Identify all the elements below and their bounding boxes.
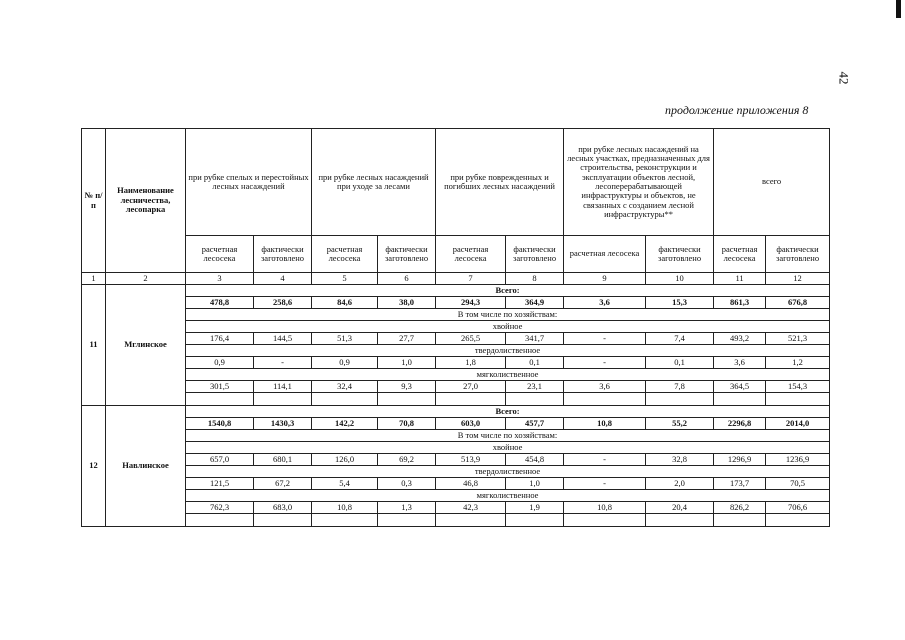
cell-value: 9,3	[378, 381, 436, 393]
column-number: 7	[436, 273, 506, 285]
cell-value: 7,4	[646, 333, 714, 345]
empty-cell	[312, 393, 378, 406]
empty-cell	[312, 514, 378, 527]
cell-value: 0,9	[312, 357, 378, 369]
cell-value: 680,1	[254, 454, 312, 466]
forestry-name: Навлинское	[106, 406, 186, 527]
cell-value: 364,9	[506, 297, 564, 309]
cell-value: 826,2	[714, 502, 766, 514]
empty-cell	[254, 514, 312, 527]
cell-value: 142,2	[312, 418, 378, 430]
header-group-thinning: при рубке лесных насаждений при уходе за лесами	[312, 129, 436, 236]
empty-cell	[646, 514, 714, 527]
cell-value: 521,3	[766, 333, 830, 345]
row-label-softwood: мягколиственное	[186, 369, 830, 381]
cell-value: 38,0	[378, 297, 436, 309]
header-row-sub	[82, 236, 830, 273]
cell-value: 27,0	[436, 381, 506, 393]
row-label-hardwood: твердолиственное	[186, 466, 830, 478]
column-number: 6	[378, 273, 436, 285]
cell-value: 32,4	[312, 381, 378, 393]
category-label-row	[82, 345, 830, 357]
cell-value: 70,8	[378, 418, 436, 430]
empty-cell	[506, 393, 564, 406]
header-group-mature: при рубке спелых и перестойных лесных насаждений	[186, 129, 312, 236]
column-number-row	[82, 273, 830, 285]
hardwood-values-row	[82, 357, 830, 369]
cell-value: 23,1	[506, 381, 564, 393]
cell-value: 294,3	[436, 297, 506, 309]
cell-value: 301,5	[186, 381, 254, 393]
cell-value: 0,9	[186, 357, 254, 369]
row-label-conifer: хвойное	[186, 321, 830, 333]
empty-cell	[766, 393, 830, 406]
header-group-total: всего	[714, 129, 830, 236]
column-number: 9	[564, 273, 646, 285]
cell-value: 493,2	[714, 333, 766, 345]
cell-value: 706,6	[766, 502, 830, 514]
row-label-included: В том числе по хозяйствам:	[186, 309, 830, 321]
cell-value: 173,7	[714, 478, 766, 490]
cell-value: 3,6	[564, 381, 646, 393]
cell-value: 2,0	[646, 478, 714, 490]
hardwood-values-row	[82, 478, 830, 490]
spacer-row	[82, 393, 830, 406]
cell-value: 1,8	[436, 357, 506, 369]
cell-value: 1296,9	[714, 454, 766, 466]
cell-value: 0,1	[646, 357, 714, 369]
header-sub-calc: расчетная лесосека	[714, 236, 766, 273]
cell-value: 1,3	[378, 502, 436, 514]
header-sub-fact: фактически заготовлено	[506, 236, 564, 273]
forestry-name: Мглинское	[106, 285, 186, 406]
cell-value: 364,5	[714, 381, 766, 393]
column-number: 4	[254, 273, 312, 285]
header-num: № п/п	[82, 129, 106, 273]
total-values-row	[82, 418, 830, 430]
cell-value: 55,2	[646, 418, 714, 430]
cell-value: 657,0	[186, 454, 254, 466]
cell-value: 46,8	[436, 478, 506, 490]
cell-value: 3,6	[564, 297, 646, 309]
cell-value: 176,4	[186, 333, 254, 345]
total-label-row	[82, 285, 830, 297]
included-label-row	[82, 309, 830, 321]
cell-value: 1,9	[506, 502, 564, 514]
cell-value: 15,3	[646, 297, 714, 309]
empty-cell	[436, 393, 506, 406]
softwood-values-row	[82, 381, 830, 393]
empty-cell	[186, 514, 254, 527]
cell-value: 70,5	[766, 478, 830, 490]
total-label-row	[82, 406, 830, 418]
header-sub-calc: расчетная лесосека	[186, 236, 254, 273]
header-sub-fact: фактически заготовлено	[378, 236, 436, 273]
page-number: 42	[836, 71, 852, 85]
category-label-row	[82, 369, 830, 381]
header-sub-calc: расчетная лесосека	[564, 236, 646, 273]
cell-value: 341,7	[506, 333, 564, 345]
column-number: 1	[82, 273, 106, 285]
conifer-values-row	[82, 454, 830, 466]
empty-cell	[714, 393, 766, 406]
included-label-row	[82, 430, 830, 442]
cell-value: 513,9	[436, 454, 506, 466]
continuation-caption: продолжение приложения 8	[665, 103, 809, 117]
softwood-values-row	[82, 502, 830, 514]
cell-value: 683,0	[254, 502, 312, 514]
cell-value: -	[564, 333, 646, 345]
column-number: 5	[312, 273, 378, 285]
cell-value: 0,3	[378, 478, 436, 490]
cell-value: 0,1	[506, 357, 564, 369]
row-label-total: Всего:	[186, 285, 830, 297]
cell-value: 144,5	[254, 333, 312, 345]
cell-value: 20,4	[646, 502, 714, 514]
header-name: Наименование лесничества, лесопарка	[106, 129, 186, 273]
cell-value: 27,7	[378, 333, 436, 345]
header-sub-fact: фактически заготовлено	[766, 236, 830, 273]
cell-value: 603,0	[436, 418, 506, 430]
row-label-total: Всего:	[186, 406, 830, 418]
cell-value: 10,8	[564, 418, 646, 430]
cell-value: 454,8	[506, 454, 564, 466]
column-number: 12	[766, 273, 830, 285]
category-label-row	[82, 442, 830, 454]
cell-value: 10,8	[312, 502, 378, 514]
header-sub-calc: расчетная лесосека	[436, 236, 506, 273]
category-label-row	[82, 490, 830, 502]
row-label-conifer: хвойное	[186, 442, 830, 454]
empty-cell	[378, 393, 436, 406]
cell-value: 1,2	[766, 357, 830, 369]
column-number: 11	[714, 273, 766, 285]
cell-value: 67,2	[254, 478, 312, 490]
cell-value: 457,7	[506, 418, 564, 430]
cell-value: 1,0	[378, 357, 436, 369]
cell-value: 42,3	[436, 502, 506, 514]
cell-value: 154,3	[766, 381, 830, 393]
empty-cell	[506, 514, 564, 527]
cell-value: 69,2	[378, 454, 436, 466]
total-values-row	[82, 297, 830, 309]
row-label-softwood: мягколиственное	[186, 490, 830, 502]
category-label-row	[82, 321, 830, 333]
cell-value: 1236,9	[766, 454, 830, 466]
empty-cell	[254, 393, 312, 406]
cell-value: -	[564, 357, 646, 369]
empty-cell	[378, 514, 436, 527]
cell-value: 861,3	[714, 297, 766, 309]
header-row-groups	[82, 129, 830, 236]
cell-value: 121,5	[186, 478, 254, 490]
cell-value: 1430,3	[254, 418, 312, 430]
empty-cell	[564, 393, 646, 406]
empty-cell	[766, 514, 830, 527]
empty-cell	[714, 514, 766, 527]
header-sub-fact: фактически заготовлено	[254, 236, 312, 273]
header-sub-fact: фактически заготовлено	[646, 236, 714, 273]
cell-value: 478,8	[186, 297, 254, 309]
cell-value: 32,8	[646, 454, 714, 466]
empty-cell	[186, 393, 254, 406]
cell-value: 676,8	[766, 297, 830, 309]
forestry-number: 11	[82, 285, 106, 406]
cell-value: 126,0	[312, 454, 378, 466]
header-sub-calc: расчетная лесосека	[312, 236, 378, 273]
cell-value: 258,6	[254, 297, 312, 309]
cell-value: 2014,0	[766, 418, 830, 430]
cell-value: 114,1	[254, 381, 312, 393]
cell-value: 762,3	[186, 502, 254, 514]
column-number: 10	[646, 273, 714, 285]
row-label-included: В том числе по хозяйствам:	[186, 430, 830, 442]
column-number: 8	[506, 273, 564, 285]
empty-cell	[646, 393, 714, 406]
cell-value: -	[564, 478, 646, 490]
empty-cell	[436, 514, 506, 527]
cell-value: 84,6	[312, 297, 378, 309]
empty-cell	[564, 514, 646, 527]
cell-value: 7,8	[646, 381, 714, 393]
column-number: 2	[106, 273, 186, 285]
cell-value: 3,6	[714, 357, 766, 369]
header-group-damaged: при рубке поврежденных и погибших лесных насаждений	[436, 129, 564, 236]
cell-value: 10,8	[564, 502, 646, 514]
category-label-row	[82, 466, 830, 478]
header-group-infrastructure: при рубке лесных насаждений на лесных участках, предназначенных для строительства, реконструкции и эксплуатации объектов лесной, лесоперерабатывающей инфраструктуры и объектов, не связанных с созданием лесной инфраструктуры**	[564, 129, 714, 236]
cell-value: 1,0	[506, 478, 564, 490]
spacer-row	[82, 514, 830, 527]
cell-value: 265,5	[436, 333, 506, 345]
forestry-number: 12	[82, 406, 106, 527]
forest-harvest-table	[81, 128, 830, 527]
cell-value: -	[254, 357, 312, 369]
cell-value: 1540,8	[186, 418, 254, 430]
cell-value: -	[564, 454, 646, 466]
cell-value: 5,4	[312, 478, 378, 490]
cell-value: 2296,8	[714, 418, 766, 430]
conifer-values-row	[82, 333, 830, 345]
row-label-hardwood: твердолиственное	[186, 345, 830, 357]
cell-value: 51,3	[312, 333, 378, 345]
column-number: 3	[186, 273, 254, 285]
corner-mark	[896, 0, 901, 18]
